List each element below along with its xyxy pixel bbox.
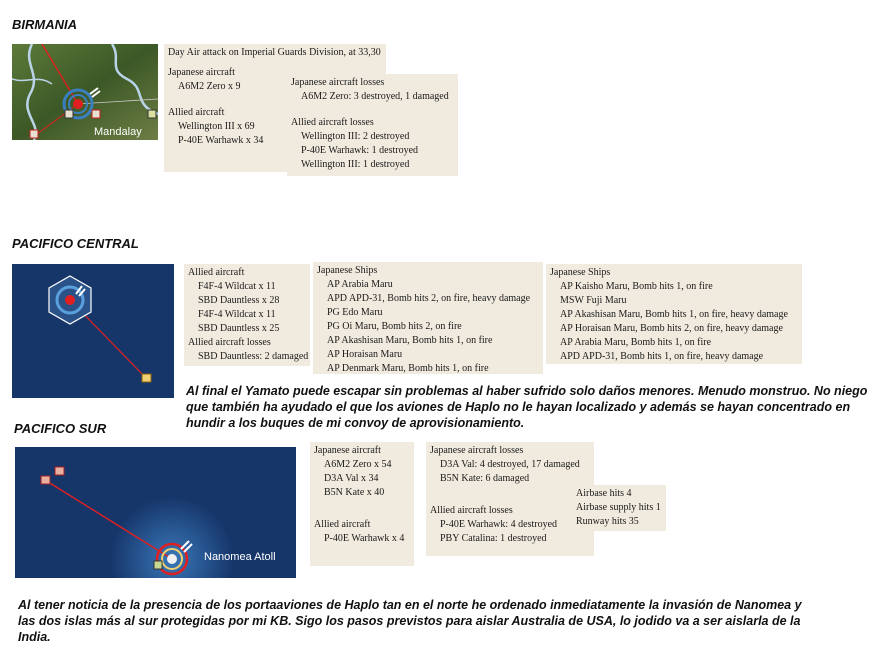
section-header: Allied aircraft [188,267,245,278]
ship-entry: AP Arabia Maru [327,279,393,290]
section-header: Japanese Ships [317,265,378,276]
loss-entry: B5N Kate: 6 damaged [440,473,530,484]
section-header: Japanese aircraft [314,445,381,456]
ship-entry: AP Akashisan Maru, Bomb hits 1, on fire [327,335,493,346]
commentary-pacifico-central: Al final el Yamato puede escapar sin problemas al haber sufrido solo daños menores. Menudo monstruo. No niego que también ha ayudado el que los aviones de Haplo no le hayan localizado y además se hayan concentrado en hundir a los buques de mi convoy de aprovisionamiento. [186,384,868,430]
base-marker-icon[interactable] [167,554,177,564]
section-header: Japanese aircraft losses [430,445,524,456]
aircraft-entry: B5N Kate x 40 [324,487,385,498]
aircraft-entry: SBD Dauntless x 25 [198,323,280,334]
ship-entry: APD APD-31, Bomb hits 1, on fire, heavy damage [560,351,764,362]
fleet-counter-icon[interactable] [41,476,50,484]
unit-counter-icon[interactable] [92,110,100,118]
section-header: Japanese Ships [550,267,611,278]
ship-entry: AP Horaisan Maru [327,349,403,360]
loss-entry: Wellington III: 1 destroyed [301,159,410,170]
fleet-counter-icon[interactable] [55,467,64,475]
heading-pacifico-central: PACIFICO CENTRAL [12,236,139,251]
unit-counter-icon[interactable] [65,110,73,118]
aircraft-entry: SBD Dauntless x 28 [198,295,280,306]
ship-entry: PG Oi Maru, Bomb hits 2, on fire [327,321,462,332]
ship-entry: PG Edo Maru [327,307,383,318]
aircraft-entry: P-40E Warhawk x 34 [178,135,264,146]
unit-counter-icon[interactable] [148,110,156,118]
ship-entry: AP Horaisan Maru, Bomb hits 2, on fire, heavy damage [560,323,783,334]
loss-entry: PBY Catalina: 1 destroyed [440,533,547,544]
section-header: Japanese aircraft [168,67,235,78]
map-birmania[interactable] [12,44,158,140]
section-header: Allied aircraft [314,519,371,530]
ship-entry: MSW Fuji Maru [560,295,627,306]
section-header: Allied aircraft [168,107,225,118]
base-marker-icon[interactable] [73,99,83,109]
section-header: Allied aircraft losses [430,505,513,516]
japanese-ships-pc-2 [546,264,802,364]
damage-entry: Runway hits 35 [576,516,639,527]
aircraft-ps [310,442,414,566]
unit-counter-icon[interactable] [154,561,162,569]
ship-entry: AP Arabia Maru, Bomb hits 1, on fire [560,337,712,348]
damage-entry: Airbase supply hits 1 [576,502,661,513]
aircraft-entry: A6M2 Zero x 9 [178,81,241,92]
aircraft-entry: F4F-4 Wildcat x 11 [198,309,276,320]
loss-entry: P-40E Warhawk: 1 destroyed [301,145,419,156]
aircraft-entry: A6M2 Zero x 54 [324,459,392,470]
ship-entry: AP Denmark Maru, Bomb hits 1, on fire [327,363,489,374]
loss-entry: A6M2 Zero: 3 destroyed, 1 damaged [301,91,449,102]
combat-title: Day Air attack on Imperial Guards Division, at 33,30 [168,47,381,58]
unit-counter-icon[interactable] [30,130,38,138]
loss-entry: SBD Dauntless: 2 damaged [198,351,309,362]
commentary-pacifico-sur: Al tener noticia de la presencia de los portaaviones de Haplo tan en el norte he ordenado inmediatamente la invasión de Nanomea y las dos islas más al sur protegidas por mi KB. Sigo los pasos previstos para aislar Australia de USA, lo jodido va a ser aislarla de la India. [18,598,802,644]
base-marker-icon[interactable] [65,295,75,305]
ship-entry: AP Kaisho Maru, Bomb hits 1, on fire [560,281,713,292]
aircraft-entry: P-40E Warhawk x 4 [324,533,405,544]
section-header: Allied aircraft losses [291,117,374,128]
loss-entry: Wellington III: 2 destroyed [301,131,410,142]
losses-ps [426,442,594,556]
section-header: Allied aircraft losses [188,337,271,348]
heading-birmania: BIRMANIA [12,17,77,32]
ship-entry: APD APD-31, Bomb hits 2, on fire, heavy damage [327,293,531,304]
map-label-mandalay: Mandalay [94,126,142,138]
airbase-damage-ps [572,485,666,531]
damage-entry: Airbase hits 4 [576,488,632,499]
ship-entry: AP Akashisan Maru, Bomb hits 1, on fire, heavy damage [560,309,788,320]
aircraft-entry: F4F-4 Wildcat x 11 [198,281,276,292]
map-label-nanomea: Nanomea Atoll [204,551,276,563]
japanese-ships-pc-1 [313,262,543,374]
aircraft-entry: Wellington III x 69 [178,121,255,132]
section-header: Japanese aircraft losses [291,77,385,88]
losses-birmania [287,74,458,176]
map-pacifico-sur[interactable] [15,447,296,578]
allied-aircraft-pc [184,264,310,366]
loss-entry: D3A Val: 4 destroyed, 17 damaged [440,459,580,470]
fleet-counter-icon[interactable] [142,374,151,382]
loss-entry: P-40E Warhawk: 4 destroyed [440,519,558,530]
map-pacifico-central[interactable] [12,264,174,398]
aircraft-entry: D3A Val x 34 [324,473,379,484]
heading-pacifico-sur: PACIFICO SUR [14,421,107,436]
